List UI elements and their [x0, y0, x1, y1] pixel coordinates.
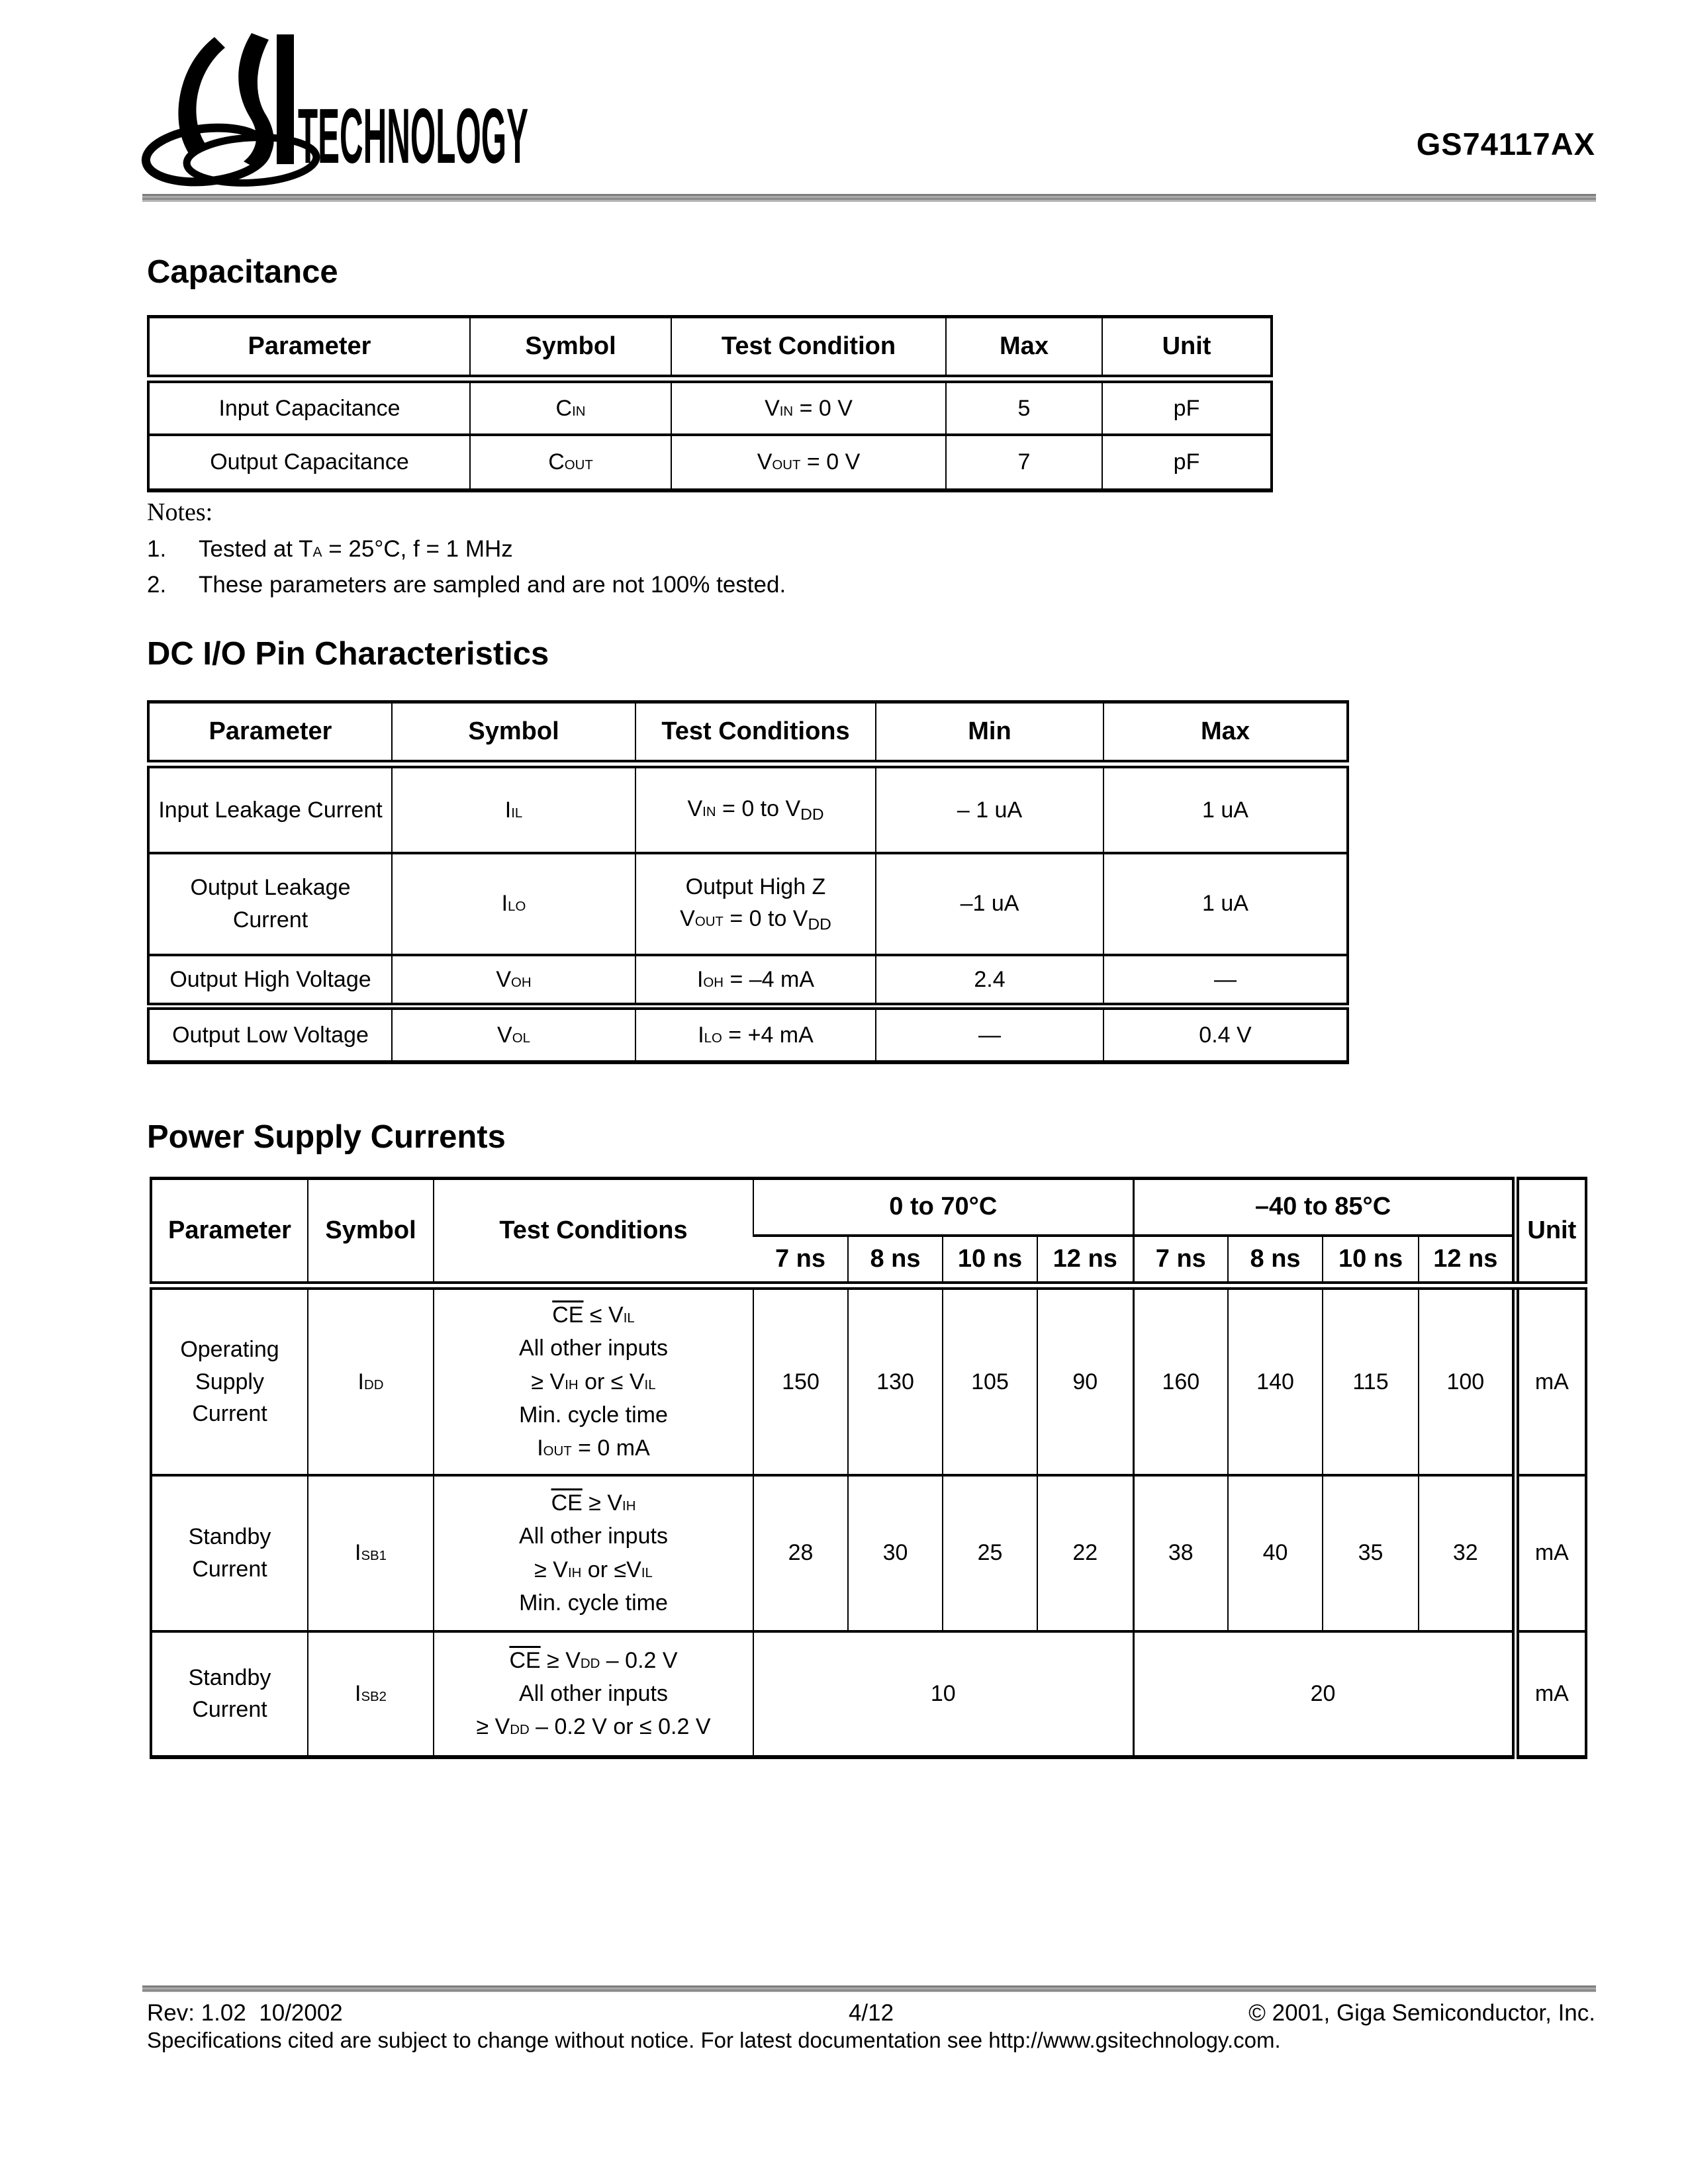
col-header-7ns: 7 ns	[753, 1236, 848, 1286]
note-item	[147, 536, 1206, 563]
cell-conditions: IOH = –4 mA	[635, 955, 876, 1007]
footer-disclaimer: Specifications cited are subject to change without notice. For latest documentation see http://www.gsitechnology.com.	[147, 2028, 1281, 2052]
cell-min: 2.4	[876, 955, 1103, 1007]
col-header-7ns: 7 ns	[1133, 1236, 1228, 1286]
cell-parameter: Output Capacitance	[148, 435, 470, 490]
table-row	[148, 955, 1348, 1007]
dc-io-table	[147, 700, 1349, 1064]
cell-min: –1 uA	[876, 853, 1103, 955]
cell-symbol: VOH	[392, 955, 635, 1007]
gsi-logo	[140, 25, 531, 194]
cell-value: 115	[1323, 1286, 1419, 1475]
note-number: 2.	[147, 572, 167, 598]
footer-copyright: © 2001, Giga Semiconductor, Inc.	[1248, 2000, 1595, 2026]
cell-max: 1 uA	[1103, 853, 1348, 955]
gsi-logo-letters	[178, 33, 294, 169]
cell-conditions: ILO = +4 mA	[635, 1007, 876, 1062]
notes-label: Notes:	[147, 498, 213, 526]
cell-parameter: Standby Current	[151, 1631, 308, 1757]
footer-line	[147, 2000, 1595, 2026]
col-header-test-conditions: Test Conditions	[434, 1179, 753, 1286]
footer-rule	[142, 1985, 1596, 1992]
cell-value: 150	[753, 1286, 848, 1475]
power-header-group-row	[151, 1179, 1586, 1236]
cell-value: 90	[1037, 1286, 1133, 1475]
table-row	[151, 1475, 1586, 1631]
col-header-10ns: 10 ns	[943, 1236, 1037, 1286]
capacitance-table	[147, 315, 1273, 492]
cell-value: 32	[1419, 1475, 1515, 1631]
cell-max: 5	[946, 379, 1102, 435]
cell-value: 35	[1323, 1475, 1419, 1631]
cell-condition: VOUT = 0 V	[671, 435, 946, 490]
cell-value: 22	[1037, 1475, 1133, 1631]
footer-revision: Rev: 1.02 10/2002	[147, 2000, 343, 2026]
cell-max: 7	[946, 435, 1102, 490]
footer-page-number: 4/12	[848, 2000, 894, 2026]
cell-value: 28	[753, 1475, 848, 1631]
power-table	[150, 1177, 1587, 1759]
col-header-max: Max	[946, 317, 1102, 379]
cell-symbol: CIN	[470, 379, 671, 435]
table-row	[148, 853, 1348, 955]
note-text: These parameters are sampled and are not 100% tested.	[199, 572, 786, 598]
col-header-min: Min	[876, 702, 1103, 764]
col-header-parameter: Parameter	[148, 702, 392, 764]
cell-symbol: ILO	[392, 853, 635, 955]
dc-io-title: DC I/O Pin Characteristics	[147, 636, 549, 672]
cell-value: 105	[943, 1286, 1037, 1475]
capacitance-title: Capacitance	[147, 254, 338, 290]
cell-parameter: Output Leakage Current	[148, 853, 392, 955]
cell-value: 38	[1133, 1475, 1228, 1631]
cell-condition: VIN = 0 V	[671, 379, 946, 435]
col-header-8ns: 8 ns	[1228, 1236, 1323, 1286]
notes-section	[147, 498, 1206, 598]
part-number: GS74117AX	[1416, 126, 1595, 161]
capacitance-header-row	[148, 317, 1272, 379]
cell-max: 0.4 V	[1103, 1007, 1348, 1062]
cell-value: 130	[848, 1286, 943, 1475]
cell-symbol: IDD	[308, 1286, 434, 1475]
note-item	[147, 572, 1206, 598]
cell-unit: pF	[1102, 435, 1272, 490]
gsi-logo-wordmark: TECHNOLOGY	[298, 93, 528, 180]
col-header-10ns: 10 ns	[1323, 1236, 1419, 1286]
table-row	[148, 379, 1272, 435]
cell-value: 30	[848, 1475, 943, 1631]
cell-value-merged: 10	[753, 1631, 1133, 1757]
power-title: Power Supply Currents	[147, 1119, 506, 1155]
cell-value: 160	[1133, 1286, 1228, 1475]
cell-value: 140	[1228, 1286, 1323, 1475]
cell-unit: pF	[1102, 379, 1272, 435]
cell-symbol: ISB1	[308, 1475, 434, 1631]
col-header-12ns: 12 ns	[1419, 1236, 1515, 1286]
cell-conditions: $\overline{CE}$ ≤ VIL All other inputs ≥ VIH or ≤ VIL Min. cycle time IOUT = 0 mA	[434, 1286, 753, 1475]
cell-value: 100	[1419, 1286, 1515, 1475]
cell-max: —	[1103, 955, 1348, 1007]
cell-unit: mA	[1515, 1475, 1586, 1631]
note-text: Tested at TA = 25°C, f = 1 MHz	[199, 536, 513, 562]
col-header-test-condition: Test Condition	[671, 317, 946, 379]
cell-conditions: VIN = 0 to VDD	[635, 764, 876, 853]
cell-min: – 1 uA	[876, 764, 1103, 853]
cell-min: —	[876, 1007, 1103, 1062]
col-header-symbol: Symbol	[392, 702, 635, 764]
cell-unit: mA	[1515, 1286, 1586, 1475]
cell-symbol: ISB2	[308, 1631, 434, 1757]
cell-conditions: $\overline{CE}$ ≥ VDD – 0.2 V All other inputs ≥ VDD – 0.2 V or ≤ 0.2 V	[434, 1631, 753, 1757]
cell-parameter: Output Low Voltage	[148, 1007, 392, 1062]
temp-group-0-70: 0 to 70°C	[753, 1179, 1133, 1236]
col-header-symbol: Symbol	[470, 317, 671, 379]
cell-value-merged: 20	[1133, 1631, 1515, 1757]
col-header-12ns: 12 ns	[1037, 1236, 1133, 1286]
cell-value: 40	[1228, 1475, 1323, 1631]
cell-parameter: Input Capacitance	[218, 395, 400, 421]
cell-symbol: VOL	[392, 1007, 635, 1062]
cell-parameter: Output High Voltage	[148, 955, 392, 1007]
cell-symbol: COUT	[470, 435, 671, 490]
cell-unit: mA	[1515, 1631, 1586, 1757]
cell-parameter: Standby Current	[151, 1475, 308, 1631]
table-row	[148, 435, 1272, 490]
col-header-unit: Unit	[1515, 1179, 1586, 1286]
col-header-symbol: Symbol	[308, 1179, 434, 1286]
col-header-unit: Unit	[1102, 317, 1272, 379]
note-number: 1.	[147, 536, 167, 562]
col-header-max: Max	[1103, 702, 1348, 764]
cell-conditions: Output High Z VOUT = 0 to VDD	[635, 853, 876, 955]
cell-conditions: $\overline{CE}$ ≥ VIH All other inputs ≥ VIH or ≤VIL Min. cycle time	[434, 1475, 753, 1631]
cell-value: 25	[943, 1475, 1037, 1631]
temp-group-minus40-85: –40 to 85°C	[1133, 1179, 1515, 1236]
cell-parameter: Input Leakage Current	[158, 797, 383, 823]
cell-symbol: IIL	[392, 764, 635, 853]
dc-io-header-row	[148, 702, 1348, 764]
col-header-parameter: Parameter	[148, 317, 470, 379]
table-row	[151, 1631, 1586, 1757]
header-rule	[142, 194, 1596, 202]
cell-parameter: Operating Supply Current	[180, 1337, 279, 1426]
col-header-parameter: Parameter	[151, 1179, 308, 1286]
table-row	[151, 1286, 1586, 1475]
table-row	[148, 764, 1348, 853]
cell-max: 1 uA	[1103, 764, 1348, 853]
col-header-8ns: 8 ns	[848, 1236, 943, 1286]
table-row	[148, 1007, 1348, 1062]
col-header-test-conditions: Test Conditions	[635, 702, 876, 764]
